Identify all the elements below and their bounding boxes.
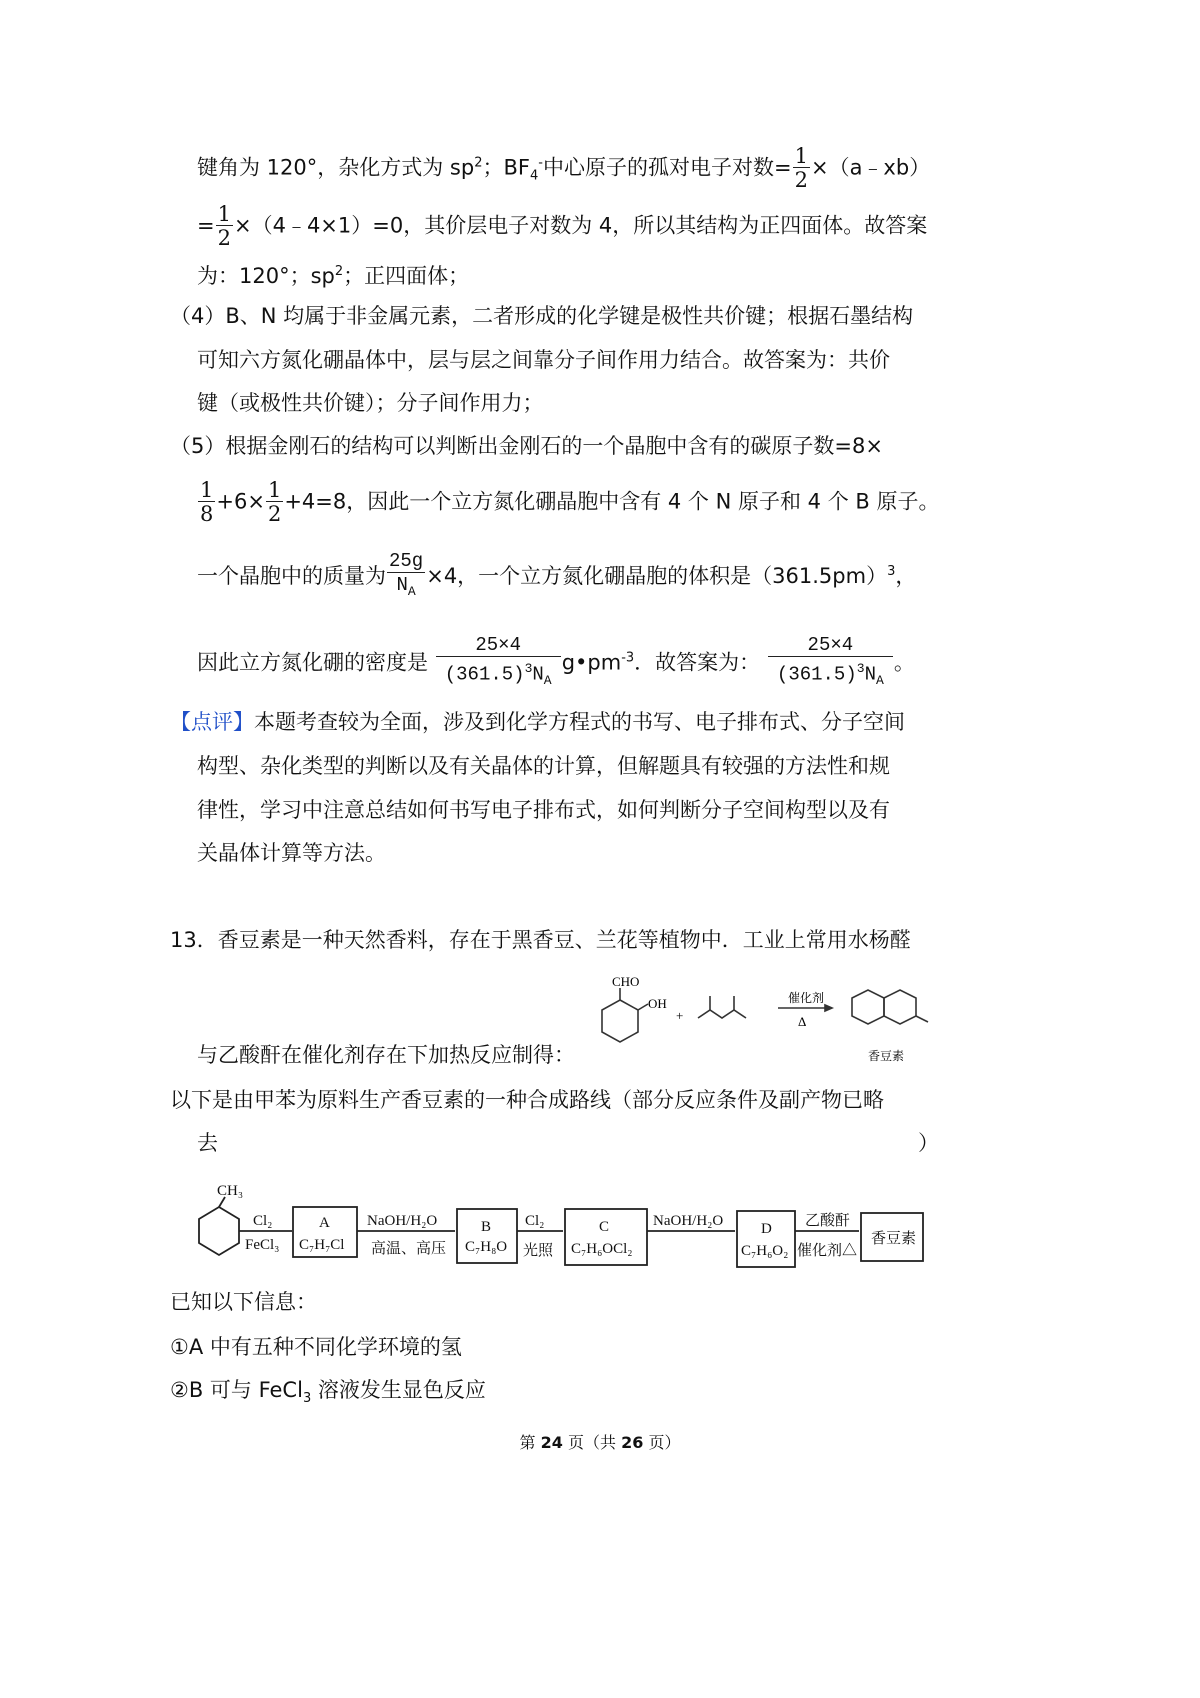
product-label: 香豆素 [868,1049,905,1063]
benzene-ring [602,1000,638,1042]
step4-reagent: NaOH/H₂O [653,1213,724,1229]
text-line: 键（或极性共价键）；分子间作用力； [197,391,544,415]
text-line: 已知以下信息： [170,1290,317,1314]
denominator: 2 [794,168,808,192]
superscript: 3 [856,661,865,676]
superscript: 2 [334,264,344,279]
text: +4=8，因此一个立方氮化硼晶胞中含有 4 个 N 原子和 4 个 B 原子。 [284,489,940,514]
d-label: D [761,1221,772,1237]
text-line [197,145,930,192]
step5-reagent: 乙酸酐 [805,1213,851,1229]
text: 溶液发生显色反应 [311,1378,486,1402]
b-label: B [481,1219,492,1235]
superscript: 3 [524,661,533,676]
text: ；BF [482,155,530,180]
a-formula: C₇H₇Cl [299,1237,345,1253]
text: 键角为 120°，杂化方式为 sp [197,155,475,180]
text: ．故答案为： [634,650,761,675]
fraction [793,145,810,192]
subscript: A [543,673,552,689]
d-formula: C₇H₆O₂ [741,1243,789,1259]
text: 页（共 [562,1433,622,1452]
subscript: A [407,583,416,599]
oh-label: OH [648,996,667,1011]
step3-condition: 光照 [523,1243,554,1259]
info-2 [170,1375,486,1414]
text: 第 [519,1433,541,1452]
text-line: 以下是由甲苯为原料生产香豆素的一种合成路线（部分反应条件及副产物已略 [170,1088,884,1112]
subscript: A [875,673,884,689]
a-label: A [319,1215,330,1231]
text: 为：120°；sp [197,264,335,288]
numerator: 25g [389,550,424,572]
text: ×（4﹣4×1）=0，其价层电子对数为 4，所以其结构为正四面体。故答案 [233,213,928,238]
text: (361.5) [444,663,525,686]
final-product: 香豆素 [871,1231,917,1247]
text: 本题考查较为全面，涉及到化学方程式的书写、电子排布式、分子空间 [254,710,905,734]
subscript: 3 [302,1391,312,1407]
total-pages: 26 [621,1433,644,1452]
fraction [266,479,283,526]
text: +6× [216,489,265,514]
synthesis-route [195,1175,955,1275]
text-line: 可知六方氮化硼晶体中，层与层之间靠分子间作用力结合。故答案为：共价 [197,348,890,372]
text: ， [895,563,917,588]
text: N [396,574,408,596]
ch3-label: CH₃ [217,1183,244,1199]
text: 页） [643,1433,681,1452]
text: = [197,213,215,238]
page-footer [0,1430,1200,1453]
coumarin-ring-b [884,990,916,1024]
numerator: 1 [200,478,214,502]
heat-label: Δ [798,1014,807,1029]
fraction [387,550,425,604]
text-line: 与乙酸酐在催化剂存在下加热反应制得： [197,1043,575,1067]
coumarin-reaction-scheme [590,970,950,1070]
denominator [768,657,893,693]
text-line: （5）根据金刚石的结构可以判断出金刚石的一个晶胞中含有的碳原子数=8× [170,434,883,458]
text: ×（a﹣xb） [810,155,931,180]
denominator: 2 [217,226,231,250]
text: g•pm [561,650,622,675]
denominator [436,657,561,693]
text-line [197,634,915,693]
text: 中心原子的孤对电子对数= [542,155,792,180]
coumarin-ring-a [852,990,884,1024]
fraction [198,479,215,526]
text: ） [918,1131,939,1155]
subscript: 4 [530,168,539,184]
text: 。 [893,650,915,675]
text-line [197,257,469,291]
numerator: 1 [217,202,231,226]
text: N [532,663,544,686]
text: (361.5) [776,663,857,686]
text: 因此立方氮化硼的密度是 [197,650,428,675]
step2-condition: 高温、高压 [371,1241,447,1257]
info-1: ①A 中有五种不同化学环境的氢 [170,1335,462,1359]
c-label: C [599,1219,610,1235]
superscript: -3 [621,650,635,666]
step1-reagent: Cl₂ [253,1213,273,1229]
denominator: 8 [200,502,214,526]
step3-reagent: Cl₂ [525,1213,545,1229]
page-number: 24 [540,1433,563,1452]
text-line [197,550,916,604]
cho-label: CHO [612,974,640,989]
step5-condition: 催化剂△ [797,1243,858,1259]
b-formula: C₇H₈O [465,1239,508,1255]
step1-catalyst: FeCl₃ [245,1237,280,1253]
fraction [768,634,893,693]
numerator: 1 [267,478,282,502]
anhydride [698,1010,746,1018]
c-formula: C₇H₆OCl₂ [571,1241,633,1257]
text: ②B 可与 FeCl [170,1378,303,1402]
review-line [170,707,905,737]
text-line: 关晶体计算等方法。 [197,841,386,865]
superscript: - [538,155,543,171]
numerator: 25×4 [768,634,893,657]
denominator: 2 [267,502,282,526]
text-line: 律性，学习中注意总结如何书写电子排布式，如何判断分子空间构型以及有 [197,798,890,822]
text: N [864,663,876,686]
denominator [387,573,425,604]
question-13: 13．香豆素是一种天然香料，存在于黑香豆、兰花等植物中．工业上常用水杨醛 [170,928,911,952]
text-line: 构型、杂化类型的判断以及有关晶体的计算，但解题具有较强的方法性和规 [197,754,890,778]
catalyst-label: 催化剂 [788,991,825,1005]
superscript: 3 [887,563,896,579]
text-line [197,203,927,250]
toluene-ring [199,1207,239,1255]
text-line: （4）B、N 均属于非金属元素，二者形成的化学键是极性共价键；根据石墨结构 [170,304,914,328]
fraction [216,203,233,250]
numerator: 25×4 [436,634,561,657]
text: ；正四面体； [343,264,470,288]
numerator: 1 [794,144,808,168]
text: ×4，一个立方氮化硼晶胞的体积是（361.5pm） [426,563,888,588]
text-line [197,479,939,526]
step2-reagent: NaOH/H₂O [367,1213,438,1229]
text: 一个晶胞中的质量为 [197,563,386,588]
fraction [436,634,561,693]
review-tag: 【点评】 [170,710,254,734]
superscript: 2 [474,155,483,171]
plus-sign: + [676,1008,684,1023]
text-line: 去 [197,1131,218,1155]
